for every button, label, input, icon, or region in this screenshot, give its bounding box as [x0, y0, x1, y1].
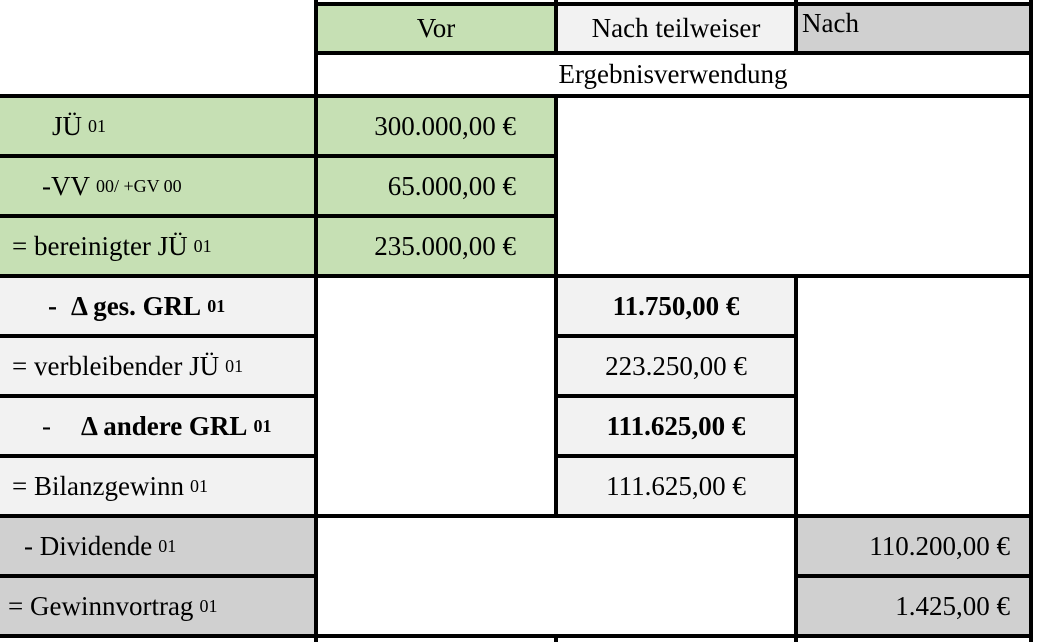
label-text: JÜ — [52, 110, 83, 141]
grid-line — [0, 634, 1033, 638]
label-index: 01 — [158, 536, 177, 556]
label-text: -VV — [42, 170, 90, 201]
grid-line — [314, 51, 1033, 55]
label-prefix: - — [42, 410, 51, 441]
row-label-dividende — [0, 516, 316, 576]
empty-block-top-right — [556, 96, 1030, 276]
value-jue-vor: 300.000,00 € — [316, 96, 556, 156]
label-index: 01 — [253, 416, 272, 436]
label-text: Δ ges. GRL — [71, 290, 202, 321]
row-label-delta-andere-grl — [0, 396, 316, 456]
grid-line — [554, 96, 558, 516]
label-text: - Dividende — [24, 530, 153, 561]
header-nach: Nach — [796, 4, 1030, 53]
grid-line — [0, 154, 558, 158]
grid-line — [554, 0, 558, 53]
grid-line — [0, 574, 318, 578]
label-prefix: - — [48, 290, 57, 321]
value-vv-gv-vor: 65.000,00 € — [316, 156, 556, 216]
row-label-verbleibender-jue — [0, 336, 316, 396]
grid-line — [0, 214, 558, 218]
value-verbleibender-jue: 223.250,00 € — [556, 336, 796, 396]
label-text: = verbleibender JÜ — [12, 350, 220, 381]
grid-line — [0, 274, 1033, 278]
value-delta-ges-grl: 11.750,00 € — [556, 276, 796, 336]
label-index: 01 — [199, 596, 218, 616]
label-index: 01 — [193, 236, 212, 256]
grid-line — [554, 454, 798, 458]
header-corner-cell — [0, 0, 316, 96]
grid-line — [794, 0, 798, 53]
grid-line — [314, 2, 1033, 6]
empty-block-bottom-middle — [316, 516, 796, 636]
value-dividende: 110.200,00 € — [796, 516, 1030, 576]
label-index: 01 — [189, 476, 208, 496]
header-vor: Vor — [316, 4, 556, 53]
label-text: = Gewinnvortrag — [8, 590, 194, 621]
label-index: 01 — [225, 356, 244, 376]
grid-line — [554, 334, 798, 338]
empty-block-vor-middle — [316, 276, 556, 516]
label-index: 00/ +GV — [96, 176, 160, 196]
header-nach-teilweiser: Nach teilweiser — [556, 4, 796, 53]
row-label-bilanzgewinn — [0, 456, 316, 516]
grid-line — [794, 276, 798, 642]
row-label-vv-gv — [0, 156, 316, 216]
header-ergebnisverwendung: Ergebnisverwendung — [316, 53, 1030, 96]
value-bilanzgewinn: 111.625,00 € — [556, 456, 796, 516]
label-index: 01 — [88, 116, 107, 136]
label-text: = bereinigter JÜ — [12, 230, 188, 261]
grid-line — [0, 514, 1033, 518]
label-text: = Bilanzgewinn — [12, 470, 184, 501]
empty-block-nach-middle — [796, 276, 1030, 516]
value-delta-andere-grl: 111.625,00 € — [556, 396, 796, 456]
grid-line — [0, 454, 318, 458]
label-index-2: 00 — [163, 176, 182, 196]
value-bereinigter-jue-vor: 235.000,00 € — [316, 216, 556, 276]
row-label-bereinigter-jue — [0, 216, 316, 276]
grid-line — [794, 574, 1033, 578]
grid-line — [0, 334, 318, 338]
grid-line — [0, 94, 1033, 98]
grid-line — [554, 394, 798, 398]
row-label-jue — [0, 96, 316, 156]
label-index: 01 — [207, 296, 226, 316]
value-gewinnvortrag: 1.425,00 € — [796, 576, 1030, 636]
row-label-delta-ges-grl — [0, 276, 316, 336]
grid-line — [0, 394, 318, 398]
row-label-gewinnvortrag — [0, 576, 316, 636]
label-text: Δ andere GRL — [81, 410, 248, 441]
